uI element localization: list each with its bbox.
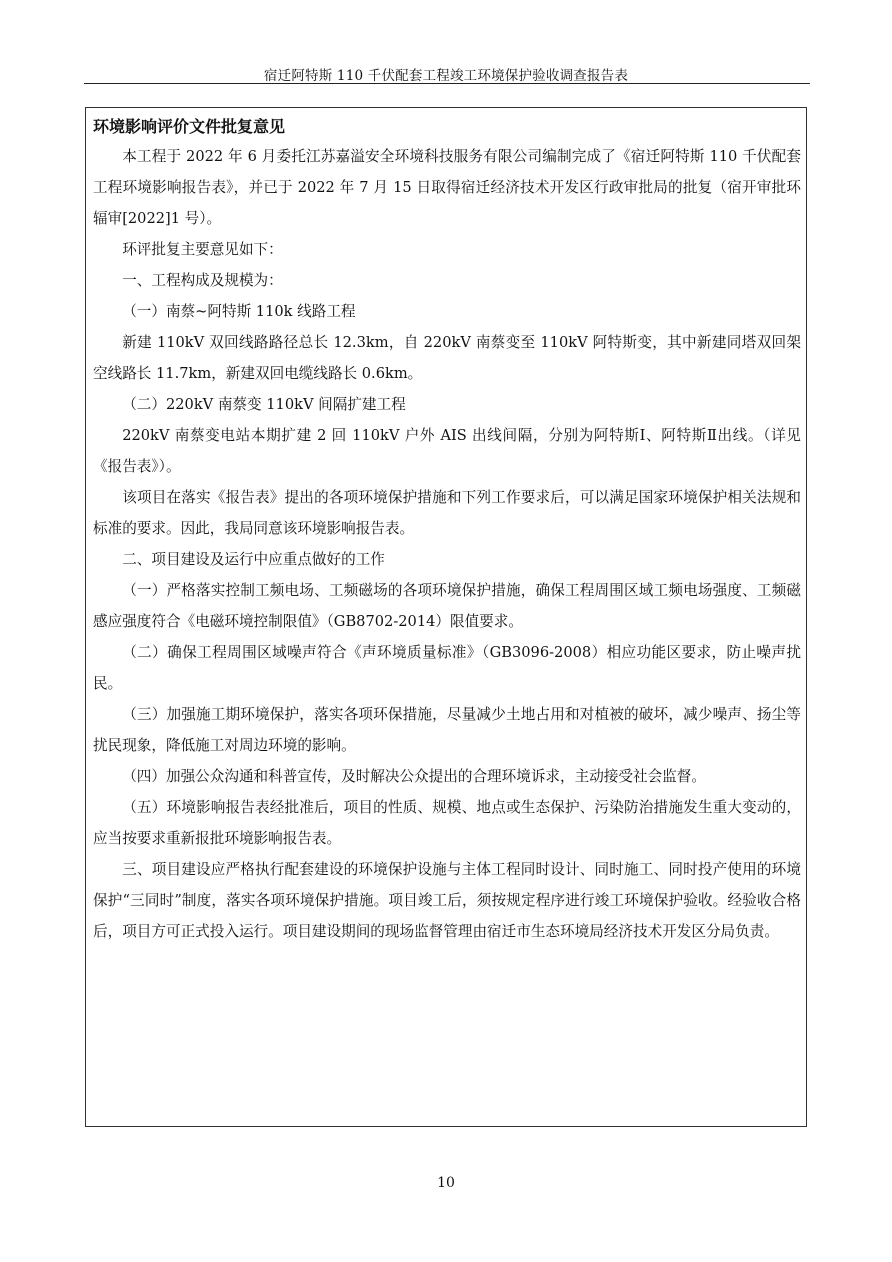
paragraph: 220kV 南蔡变电站本期扩建 2 回 110kV 户外 AIS 出线间隔，分别为阿特斯Ⅰ、阿特斯Ⅱ出线。（详见《报告表》）。 bbox=[93, 427, 801, 475]
paragraph: （一）南蔡~阿特斯 110k 线路工程 bbox=[122, 303, 356, 320]
paragraph: 环评批复主要意见如下： bbox=[122, 241, 283, 258]
paragraph: （二）220kV 南蔡变 110kV 间隔扩建工程 bbox=[122, 396, 406, 413]
paragraph: 该项目在落实《报告表》提出的各项环境保护措施和下列工作要求后，可以满足国家环境保护相关法规和标准的要求。因此，我局同意该环境影响报告表。 bbox=[93, 489, 801, 537]
header-rule bbox=[84, 83, 810, 84]
paragraph: 本工程于 2022 年 6 月委托江苏嘉溢安全环境科技服务有限公司编制完成了《宿迁阿特斯 110 千伏配套工程环境影响报告表》，并已于 2022 年 7 月 15 日取得宿迁经济技术开发区行政审批局的批复（宿开审批环辐审[2022]1 号）。 bbox=[93, 148, 801, 227]
paragraph: 新建 110kV 双回线路路径总长 12.3km，自 220kV 南蔡变至 110kV 阿特斯变，其中新建同塔双回架空线路长 11.7km，新建双回电缆线路长 0.6km。 bbox=[93, 334, 801, 382]
page-number: 10 bbox=[437, 1175, 455, 1191]
running-header: 宿迁阿特斯 110 千伏配套工程竣工环境保护验收调查报告表 bbox=[263, 68, 629, 84]
approval-opinion-body bbox=[93, 141, 801, 947]
paragraph: （四）加强公众沟通和科普宣传，及时解决公众提出的合理环境诉求，主动接受社会监督。 bbox=[122, 768, 706, 785]
paragraph: 三、项目建设应严格执行配套建设的环境保护设施与主体工程同时设计、同时施工、同时投产使用的环境保护“三同时”制度，落实各项环境保护措施。项目竣工后，须按规定程序进行竣工环境保护验收。经验收合格后，项目方可正式投入运行。项目建设期间的现场监督管理由宿迁市生态环境局经济技术开发区分局负责。 bbox=[93, 861, 801, 940]
paragraph: （二）确保工程周围区域噪声符合《声环境质量标准》（GB3096-2008）相应功能区要求，防止噪声扰民。 bbox=[93, 644, 801, 692]
paragraph: 一、工程构成及规模为： bbox=[122, 272, 283, 289]
paragraph: （三）加强施工期环境保护，落实各项环保措施，尽量减少土地占用和对植被的破坏，减少噪声、扬尘等扰民现象，降低施工对周边环境的影响。 bbox=[93, 706, 801, 754]
paragraph: （一）严格落实控制工频电场、工频磁场的各项环境保护措施，确保工程周围区域工频电场强度、工频磁感应强度符合《电磁环境控制限值》（GB8702-2014）限值要求。 bbox=[93, 582, 801, 630]
paragraph: 二、项目建设及运行中应重点做好的工作 bbox=[122, 551, 385, 568]
section-title: 环境影响评价文件批复意见 bbox=[93, 117, 286, 136]
paragraph: （五）环境影响报告表经批准后，项目的性质、规模、地点或生态保护、污染防治措施发生重大变动的，应当按要求重新报批环境影响报告表。 bbox=[93, 799, 801, 847]
